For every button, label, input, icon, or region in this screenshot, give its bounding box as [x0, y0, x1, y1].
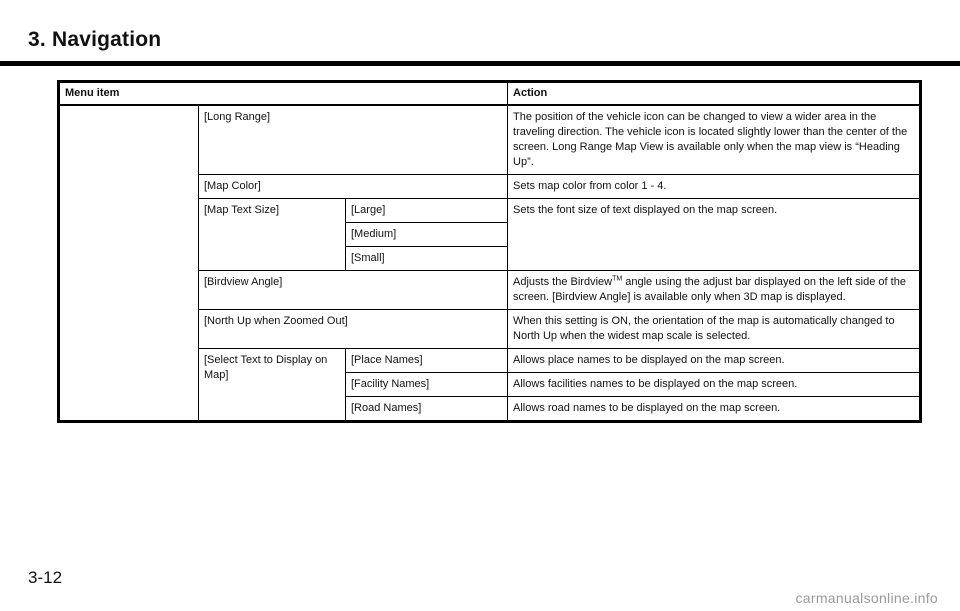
page-number: 3-12	[28, 568, 63, 587]
action-road-names: Allows road names to be displayed on the map screen.	[508, 397, 921, 422]
option-facility-names: [Facility Names]	[346, 373, 508, 397]
item-birdview-angle: [Birdview Angle]	[199, 271, 508, 310]
parent-item-cell	[59, 105, 199, 422]
option-medium: [Medium]	[346, 223, 508, 247]
option-place-names: [Place Names]	[346, 349, 508, 373]
item-map-text-size: [Map Text Size]	[199, 199, 346, 271]
action-birdview-text-post: angle using the adjust bar displayed on the left side of the screen. [Birdview Angle] is available only when 3D map is displayed.	[513, 276, 906, 303]
action-map-text-size: Sets the font size of text displayed on the map screen.	[508, 199, 921, 271]
option-small: [Small]	[346, 247, 508, 271]
action-north-up: When this setting is ON, the orientation of the map is automatically changed to North Up when the widest map scale is selected.	[508, 310, 921, 349]
trademark-superscript: TM	[612, 275, 623, 283]
watermark: carmanualsonline.info	[795, 590, 938, 606]
action-birdview-angle	[508, 271, 921, 310]
section-title: 3. Navigation	[28, 28, 162, 51]
header-rule	[0, 61, 960, 66]
action-place-names: Allows place names to be displayed on the map screen.	[508, 349, 921, 373]
option-large: [Large]	[346, 199, 508, 223]
action-map-color: Sets map color from color 1 - 4.	[508, 175, 921, 199]
menu-settings-table	[57, 80, 922, 423]
table-row-long-range	[59, 105, 921, 175]
item-map-color: [Map Color]	[199, 175, 508, 199]
action-birdview-text-pre: Adjusts the Birdview	[513, 276, 613, 288]
item-select-text: [Select Text to Display on Map]	[199, 349, 346, 422]
table-header-row	[59, 82, 921, 106]
action-facility-names: Allows facilities names to be displayed on the map screen.	[508, 373, 921, 397]
item-north-up: [North Up when Zoomed Out]	[199, 310, 508, 349]
action-long-range: The position of the vehicle icon can be changed to view a wider area in the traveling direction. The vehicle icon is located slightly lower than the center of the screen. Long Range Map View is available only when the map view is “Heading Up”.	[508, 105, 921, 175]
option-road-names: [Road Names]	[346, 397, 508, 422]
item-long-range: [Long Range]	[199, 105, 508, 175]
column-header-action: Action	[508, 82, 921, 106]
column-header-menu-item: Menu item	[59, 82, 508, 106]
